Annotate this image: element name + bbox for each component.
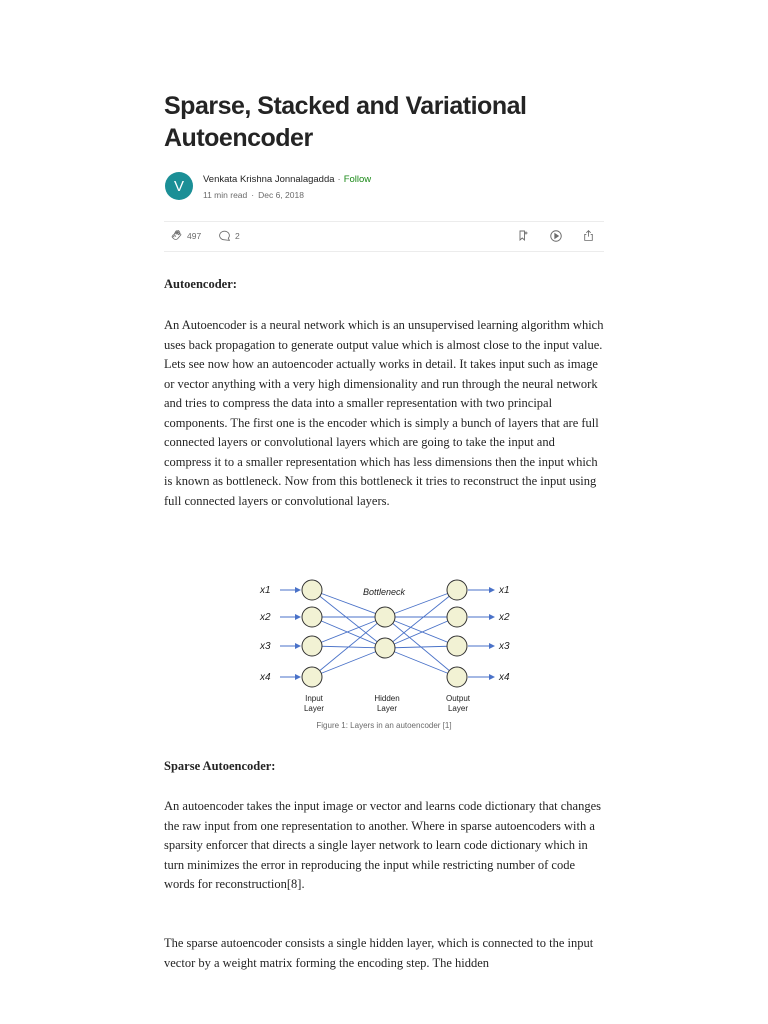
output-label: x3: [499, 641, 510, 652]
output-label: x4: [499, 672, 510, 683]
input-node: [302, 580, 322, 600]
section-heading-autoencoder: Autoencoder:: [164, 277, 237, 291]
output-labels: [498, 585, 510, 683]
output-layer-label: Output: [445, 694, 471, 703]
responses-count: 2: [235, 230, 240, 241]
article-title: Sparse, Stacked and Variational Autoencoder: [164, 92, 527, 152]
article-meta: 11 min read · Dec 6, 2018: [203, 190, 304, 200]
publish-date: Dec 6, 2018: [258, 190, 304, 200]
play-icon: [549, 229, 563, 243]
hidden-node: [375, 607, 395, 627]
input-node: [302, 667, 322, 687]
paragraph-sparse-1: An autoencoder takes the input image or vector and learns code dictionary that changes the raw input from one representation to another. Where in sparse autoencoders with a sparsity enforcer that directs a single layer network to learn code dictionary which in turn minimizes the error in reproducing the input while restricting number of code words for reconstruction[8].: [164, 799, 601, 891]
hidden-layer-label: Hidden: [374, 694, 400, 703]
author-line: Venkata Krishna Jonnalagadda · Follow: [203, 174, 372, 185]
action-bar: [164, 221, 604, 252]
output-label: x2: [499, 612, 510, 623]
autoencoder-diagram[interactable]: [250, 575, 520, 720]
output-node: [447, 636, 467, 656]
share-button[interactable]: [582, 229, 595, 242]
output-node: [447, 607, 467, 627]
input-label: x2: [260, 612, 271, 623]
input-labels: [259, 585, 271, 683]
input-label: x3: [260, 641, 271, 652]
responses-button[interactable]: [218, 229, 240, 242]
share-icon: [582, 229, 595, 242]
clap-icon: [170, 229, 183, 242]
avatar-initial: V: [173, 177, 184, 195]
bookmark-icon: [517, 229, 529, 242]
output-label: x1: [499, 585, 510, 596]
comment-icon: [218, 229, 231, 242]
connections: [312, 590, 457, 677]
input-layer-label: Layer: [303, 704, 325, 713]
hidden-node: [375, 638, 395, 658]
bottleneck-label: Bottleneck: [363, 587, 406, 597]
section-heading-sparse: Sparse Autoencoder:: [164, 759, 276, 773]
figure-caption: Figure 1: Layers in an autoencoder [1]: [316, 721, 452, 730]
input-node: [302, 607, 322, 627]
input-label: x1: [260, 585, 271, 596]
paragraph-sparse-2: The sparse autoencoder consists a single hidden layer, which is connected to the input vector by a weight matrix forming the encoding step. The hidden: [164, 936, 594, 970]
layer-labels: [304, 694, 471, 713]
io-arrows: [280, 590, 494, 677]
follow-button[interactable]: Follow: [343, 174, 372, 185]
paragraph-autoencoder: An Autoencoder is a neural network which is an unsupervised learning algorithm which uses back propagation to generate output value which is almost close to the input value. Lets see now how an autoencoder actually works in detail. It takes input such as image or vector anything with a very high dimensionality and run through the neural network and tries to compress the data into a smaller representation with two principal components. The first one is the encoder which is simply a bunch of layers that are full connected layers or convolutional layers which are going to take the input and compress it to a smaller representation which has less dimensions then the input which is known as bottleneck. Now from this bottleneck it tries to reconstruct the input using full connected layers or convolutional layers.: [164, 318, 604, 508]
input-label: x4: [260, 672, 271, 683]
input-layer-label: Input: [305, 694, 323, 703]
author-avatar[interactable]: [165, 172, 193, 200]
output-layer-label: Layer: [447, 704, 469, 713]
clap-button[interactable]: [170, 229, 201, 242]
output-node: [447, 580, 467, 600]
hidden-layer-label: Layer: [376, 704, 398, 713]
listen-button[interactable]: [549, 229, 563, 243]
clap-count: 497: [187, 230, 202, 241]
bookmark-button[interactable]: [517, 229, 529, 242]
output-node: [447, 667, 467, 687]
author-name[interactable]: Venkata Krishna Jonnalagadda: [203, 174, 335, 185]
read-time: 11 min read: [203, 190, 248, 200]
input-node: [302, 636, 322, 656]
